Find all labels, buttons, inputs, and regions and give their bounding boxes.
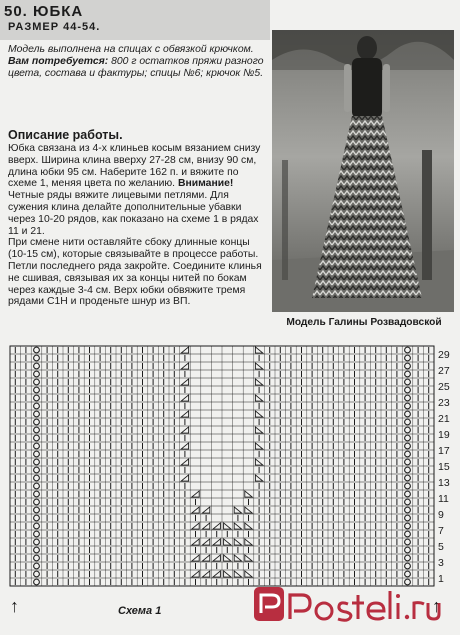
yarn-over-symbol xyxy=(34,443,40,449)
yarn-over-symbol xyxy=(34,459,40,465)
requirements-text: 800 г остатков пряжи разного цвета, состава и фактуры; спицы №6; крючок №5. xyxy=(8,55,264,79)
yarn-over-symbol xyxy=(34,379,40,385)
yarn-over-symbol xyxy=(34,435,40,441)
size-label: РАЗМЕР 44-54. xyxy=(8,21,101,33)
decrease-right-symbol xyxy=(213,555,220,561)
yarn-over-symbol xyxy=(34,547,40,553)
yarn-over-symbol xyxy=(405,555,411,561)
decrease-left-symbol xyxy=(245,507,252,513)
requirements-label: Вам потребуется: xyxy=(8,55,109,67)
description-p2: При смене нити оставляйте сбоку длинные концы (10-15 см), которые связывайте в процессе работы. Петли последнего ряда закройте. Соедините клинья не сшивая, связывая их за концы нитей по бокам через каждые 3-4 см. Верх юбки обвяжите тремя рядами С1Н и проденьте шнур из ВП. xyxy=(8,237,262,308)
page-title: 50. ЮБКА xyxy=(4,3,84,20)
yarn-over-symbol xyxy=(405,395,411,401)
yarn-over-symbol xyxy=(34,427,40,433)
yarn-over-symbol xyxy=(34,347,40,353)
yarn-over-symbol xyxy=(405,363,411,369)
decrease-left-symbol xyxy=(234,507,241,513)
yarn-over-symbol xyxy=(405,371,411,377)
decrease-left-symbol xyxy=(224,555,231,561)
decrease-right-symbol xyxy=(192,571,199,577)
scheme-label: Схема 1 xyxy=(118,605,162,617)
decrease-left-symbol xyxy=(255,459,262,465)
warning-label: Внимание! xyxy=(177,178,234,190)
description-p1-text: Юбка связана из 4-х клиньев косым вязанием снизу вверх. Ширина клина вверху 27-28 см, внизу 90 см, длина юбки 95 см. Наберите 162 п. и вяжите по схеме 1, меняя цвета по желанию. xyxy=(8,143,261,190)
decrease-right-symbol xyxy=(202,571,209,577)
yarn-over-symbol xyxy=(34,571,40,577)
yarn-over-symbol xyxy=(405,547,411,553)
decrease-left-symbol xyxy=(234,555,241,561)
yarn-over-symbol xyxy=(34,371,40,377)
yarn-over-symbol xyxy=(405,475,411,481)
decrease-right-symbol xyxy=(202,555,209,561)
yarn-over-symbol xyxy=(34,395,40,401)
yarn-over-symbol xyxy=(405,531,411,537)
yarn-over-symbol xyxy=(34,491,40,497)
intro-line: Модель выполнена на спицах с обвязкой крючком. xyxy=(8,44,254,55)
yarn-over-symbol xyxy=(34,355,40,361)
decrease-left-symbol xyxy=(234,523,241,529)
up-arrow-icon: ↑ xyxy=(432,596,441,616)
decrease-right-symbol xyxy=(181,411,188,417)
row-number-label: 13 xyxy=(438,477,450,489)
decrease-right-symbol xyxy=(181,443,188,449)
decrease-right-symbol xyxy=(213,539,220,545)
yarn-over-symbol xyxy=(34,363,40,369)
yarn-over-symbol xyxy=(405,435,411,441)
decrease-left-symbol xyxy=(245,539,252,545)
decrease-right-symbol xyxy=(181,395,188,401)
yarn-over-symbol xyxy=(405,403,411,409)
yarn-over-symbol xyxy=(405,539,411,545)
row-number-label: 19 xyxy=(438,429,450,441)
description-p1 xyxy=(8,143,270,237)
yarn-over-symbol xyxy=(34,523,40,529)
decrease-left-symbol xyxy=(224,539,231,545)
knitting-chart-svg xyxy=(0,340,460,622)
decrease-left-symbol xyxy=(245,571,252,577)
yarn-over-symbol xyxy=(405,515,411,521)
row-number-label: 23 xyxy=(438,397,450,409)
section-title: Описание работы. xyxy=(8,128,123,142)
row-number-label: 1 xyxy=(438,573,444,585)
yarn-over-symbol xyxy=(34,555,40,561)
decrease-right-symbol xyxy=(192,491,199,497)
yarn-over-symbol xyxy=(405,507,411,513)
yarn-over-symbol xyxy=(34,563,40,569)
yarn-over-symbol xyxy=(405,459,411,465)
decrease-left-symbol xyxy=(255,475,262,481)
yarn-over-symbol xyxy=(405,411,411,417)
decrease-left-symbol xyxy=(255,443,262,449)
decrease-left-symbol xyxy=(255,411,262,417)
yarn-over-symbol xyxy=(34,419,40,425)
yarn-over-symbol xyxy=(34,483,40,489)
decrease-left-symbol xyxy=(224,523,231,529)
description-body xyxy=(8,143,270,308)
row-number-label: 7 xyxy=(438,525,444,537)
yarn-over-symbol xyxy=(34,411,40,417)
row-number-label: 21 xyxy=(438,413,450,425)
decrease-left-symbol xyxy=(245,555,252,561)
decrease-right-symbol xyxy=(181,475,188,481)
decrease-right-symbol xyxy=(213,523,220,529)
decrease-right-symbol xyxy=(192,555,199,561)
decrease-right-symbol xyxy=(213,571,220,577)
decrease-left-symbol xyxy=(234,539,241,545)
decrease-right-symbol xyxy=(181,363,188,369)
row-number-label: 17 xyxy=(438,445,450,457)
decrease-right-symbol xyxy=(181,427,188,433)
yarn-over-symbol xyxy=(405,467,411,473)
requirements xyxy=(8,56,270,80)
decrease-right-symbol xyxy=(192,507,199,513)
intro-block xyxy=(8,44,270,79)
yarn-over-symbol xyxy=(34,507,40,513)
decrease-left-symbol xyxy=(255,363,262,369)
decrease-right-symbol xyxy=(202,507,209,513)
row-number-label: 29 xyxy=(438,349,450,361)
yarn-over-symbol xyxy=(34,467,40,473)
yarn-over-symbol xyxy=(34,451,40,457)
yarn-over-symbol xyxy=(405,483,411,489)
yarn-over-symbol xyxy=(34,539,40,545)
yarn-over-symbol xyxy=(405,355,411,361)
decrease-right-symbol xyxy=(202,523,209,529)
decrease-left-symbol xyxy=(255,427,262,433)
decrease-right-symbol xyxy=(192,539,199,545)
yarn-over-symbol xyxy=(405,443,411,449)
row-number-label: 11 xyxy=(438,493,449,505)
decrease-left-symbol xyxy=(255,395,262,401)
decrease-left-symbol xyxy=(234,571,241,577)
decrease-left-symbol xyxy=(255,347,262,353)
decrease-left-symbol xyxy=(245,523,252,529)
yarn-over-symbol xyxy=(405,523,411,529)
yarn-over-symbol xyxy=(405,491,411,497)
yarn-over-symbol xyxy=(405,379,411,385)
decrease-right-symbol xyxy=(181,459,188,465)
yarn-over-symbol xyxy=(405,499,411,505)
yarn-over-symbol xyxy=(34,403,40,409)
row-number-label: 27 xyxy=(438,365,450,377)
photo-caption: Модель Галины Розвадовской xyxy=(286,317,442,328)
up-arrow-icon: ↑ xyxy=(10,596,19,616)
decrease-right-symbol xyxy=(181,379,188,385)
yarn-over-symbol xyxy=(34,579,40,585)
description-p1-cont: Четные ряды вяжите лицевыми петлями. Для сужения клина делайте дополнительные убавки через 10-20 рядов, как показано на схеме 1 в рядах 11 и 21. xyxy=(8,190,259,237)
yarn-over-symbol xyxy=(405,571,411,577)
row-number-label: 5 xyxy=(438,541,444,553)
decrease-right-symbol xyxy=(192,523,199,529)
row-number-label: 3 xyxy=(438,557,444,569)
knitting-chart xyxy=(0,340,460,622)
yarn-over-symbol xyxy=(405,563,411,569)
yarn-over-symbol xyxy=(405,451,411,457)
decrease-right-symbol xyxy=(181,347,188,353)
yarn-over-symbol xyxy=(405,387,411,393)
yarn-over-symbol xyxy=(34,387,40,393)
yarn-over-symbol xyxy=(405,427,411,433)
yarn-over-symbol xyxy=(34,515,40,521)
yarn-over-symbol xyxy=(34,531,40,537)
posteli-ru-logo xyxy=(252,583,442,633)
decrease-left-symbol xyxy=(255,379,262,385)
row-number-label: 15 xyxy=(438,461,450,473)
decrease-right-symbol xyxy=(202,539,209,545)
decrease-left-symbol xyxy=(224,571,231,577)
row-number-label: 25 xyxy=(438,381,450,393)
yarn-over-symbol xyxy=(34,475,40,481)
decrease-left-symbol xyxy=(245,491,252,497)
row-number-label: 9 xyxy=(438,509,444,521)
yarn-over-symbol xyxy=(405,419,411,425)
yarn-over-symbol xyxy=(34,499,40,505)
yarn-over-symbol xyxy=(405,347,411,353)
model-photo xyxy=(272,30,454,312)
